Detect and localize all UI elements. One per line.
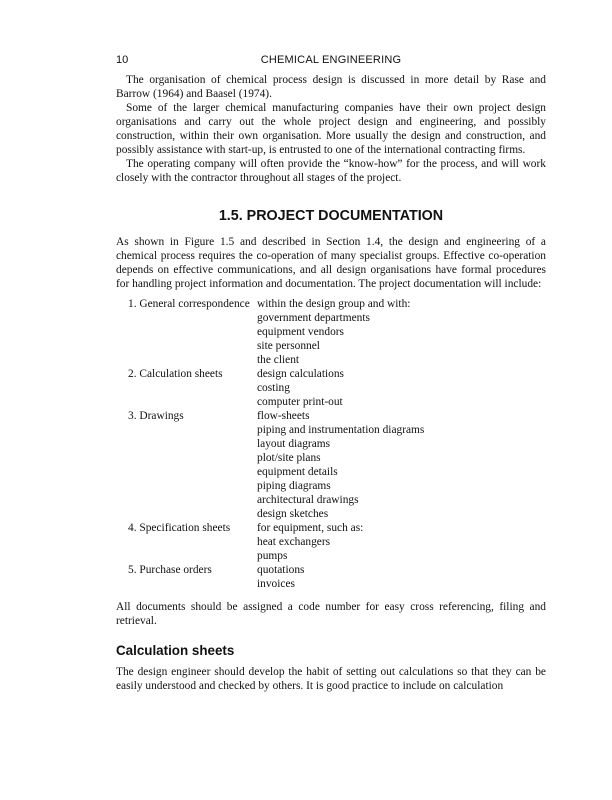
documentation-item-specification-sheets (116, 521, 546, 563)
intro-paragraph-3: The operating company will often provide the “know-how” for the process, and will work closely with the contractor throughout all stages of the project. (116, 158, 546, 184)
documentation-detail: quotations (257, 564, 305, 576)
documentation-detail: piping and instrumentation diagrams (257, 424, 425, 436)
page-number: 10 (116, 54, 129, 66)
documentation-detail: layout diagrams (257, 438, 331, 450)
documentation-detail: plot/site plans (257, 452, 321, 464)
documentation-details (257, 367, 546, 409)
documentation-label: 3. Drawings (128, 410, 184, 422)
documentation-detail: flow-sheets (257, 410, 310, 422)
page-content (116, 73, 546, 693)
documentation-detail: costing (257, 382, 290, 394)
documentation-detail: government departments (257, 312, 370, 324)
documentation-item-calculation-sheets (116, 367, 546, 409)
documentation-detail: heat exchangers (257, 536, 331, 548)
intro-paragraph-2: Some of the larger chemical manufacturing companies have their own project design organisations and carry out the whole project design and engineering, and possibly construction, within their own organisation. More usually the design and construction, and possibly assistance with start-up, is entrusted to one of the international contracting firms. (116, 102, 546, 156)
documentation-label: 5. Purchase orders (128, 564, 212, 576)
documentation-label: 2. Calculation sheets (128, 368, 223, 380)
documentation-detail: design calculations (257, 368, 344, 380)
documentation-detail: design sketches (257, 508, 329, 520)
documentation-detail: equipment details (257, 466, 338, 478)
project-documentation-intro: As shown in Figure 1.5 and described in Section 1.4, the design and engineering of a chemical process requires the co-operation of many specialist groups. Effective co-operation depends on effective communications, and all design organisations have formal procedures for handling project information and documentation. The project documentation will include: (116, 236, 546, 290)
calculation-sheets-heading: Calculation sheets (116, 643, 235, 658)
documentation-detail: architectural drawings (257, 494, 359, 506)
documentation-detail: the client (257, 354, 300, 366)
documentation-detail: equipment vendors (257, 326, 344, 338)
documentation-detail: for equipment, such as: (257, 522, 364, 534)
documentation-closing-paragraph: All documents should be assigned a code number for easy cross referencing, filing and retrieval. (116, 601, 546, 627)
documentation-detail: invoices (257, 578, 295, 590)
documentation-detail: pumps (257, 550, 288, 562)
documentation-item-general-correspondence (116, 297, 546, 367)
project-documentation-heading: 1.5. PROJECT DOCUMENTATION (218, 208, 444, 224)
documentation-details (257, 409, 546, 521)
documentation-item-purchase-orders (116, 563, 546, 591)
calculation-sheets-paragraph: The design engineer should develop the habit of setting out calculations so that they can be easily understood and checked by others. It is good practice to include on calculation (116, 666, 546, 692)
running-title: CHEMICAL ENGINEERING (260, 54, 402, 66)
page-header (116, 52, 546, 68)
documentation-detail: within the design group and with: (257, 298, 411, 310)
intro-paragraph-1: The organisation of chemical process design is discussed in more detail by Rase and Barrow (1964) and Baasel (1974). (116, 74, 546, 100)
documentation-detail: site personnel (257, 340, 320, 352)
documentation-label: 1. General correspondence (128, 298, 250, 310)
documentation-detail: computer print-out (257, 396, 343, 408)
project-documentation-list (116, 297, 546, 591)
documentation-item-drawings (116, 409, 546, 521)
documentation-detail: piping diagrams (257, 480, 331, 492)
documentation-details (257, 563, 546, 591)
documentation-details (257, 521, 546, 563)
documentation-details (257, 297, 546, 367)
documentation-label: 4. Specification sheets (128, 522, 231, 534)
